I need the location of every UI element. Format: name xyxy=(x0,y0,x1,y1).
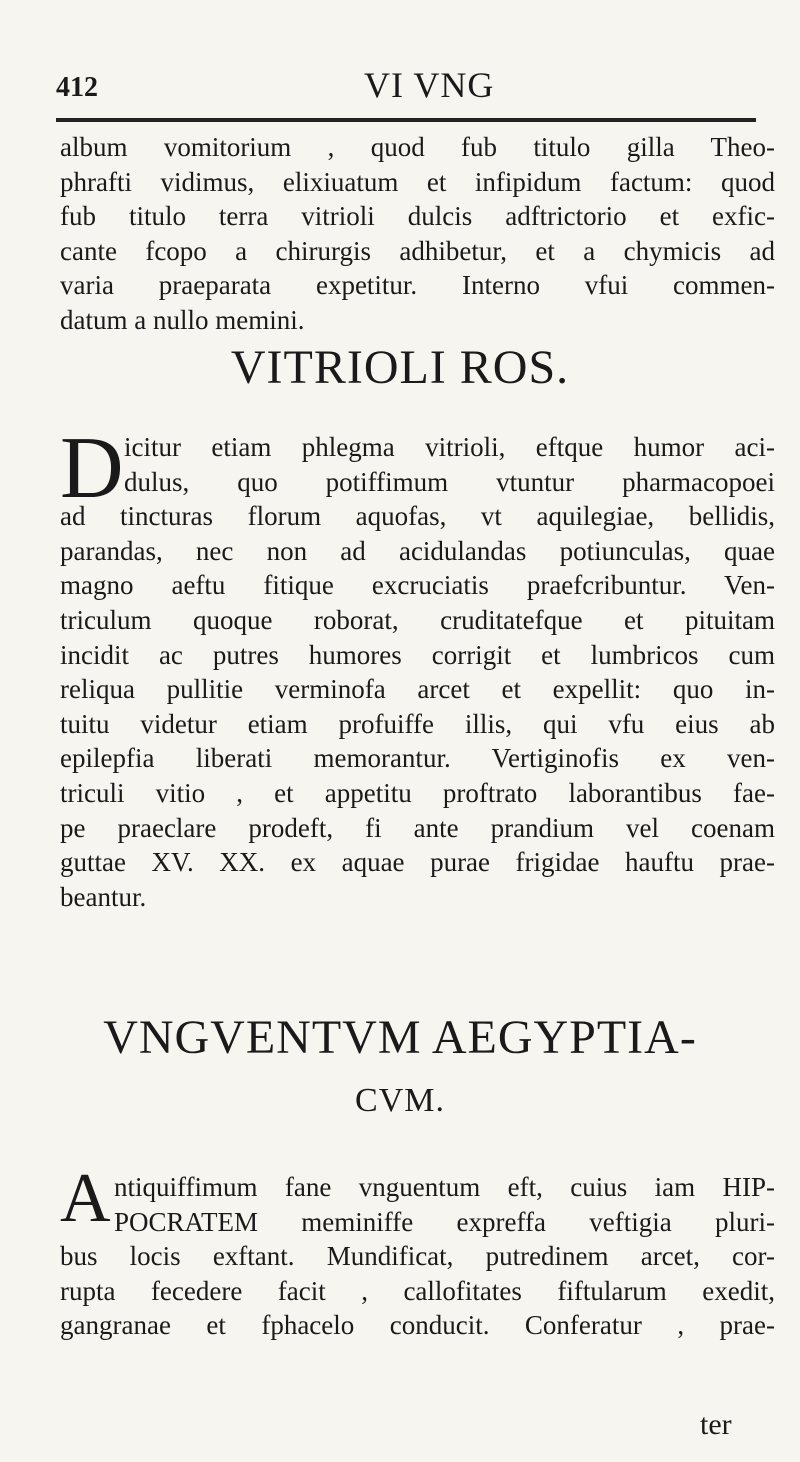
text-line: dulus, quo potiffimum vtuntur pharmacopoei xyxy=(124,466,775,497)
text-line: datum a nullo memini. xyxy=(60,304,305,335)
text-line: varia praeparata expetitur. Interno vfui commen- xyxy=(60,270,775,301)
drop-cap: A xyxy=(60,1160,111,1237)
page-number: 412 xyxy=(56,72,98,103)
text-line: gangranae et fphacelo conducit. Conferatur , prae- xyxy=(60,1310,775,1341)
text-line: phrafti vidimus, elixiuatum et infipidum factum: quod xyxy=(60,166,775,197)
text-line: icitur etiam phlegma vitrioli, eftque humor aci- xyxy=(124,432,775,462)
text-line: reliqua pullitie verminofa arcet et expellit: quo in- xyxy=(60,674,775,705)
section-heading-vnguentum: VNGVENTVM AEGYPTIA- xyxy=(103,1011,697,1064)
text-line: rupta fecedere facit , callofitates fiftularum exedit, xyxy=(60,1275,775,1306)
text-line: beantur. xyxy=(60,881,147,912)
header-rule xyxy=(56,118,756,122)
text-line: POCRATEM meminiffe expreffa veftigia pluri- xyxy=(114,1206,775,1237)
text-line: ntiquiffimum fane vnguentum eft, cuius iam HIP- xyxy=(114,1172,775,1202)
text-line: magno aeftu fitique excruciatis praefcribuntur. Ven- xyxy=(60,570,775,601)
catchword: ter xyxy=(700,1408,732,1441)
text-line: bus locis exftant. Mundificat, putredinem arcet, cor- xyxy=(60,1241,775,1272)
text-line: fub titulo terra vitrioli dulcis adftrictorio et exfic- xyxy=(60,201,775,232)
text-line: tuitu videtur etiam profuiffe illis, qui vfu eius ab xyxy=(60,708,775,739)
section-heading-vnguentum-cont: CVM. xyxy=(355,1082,445,1119)
text-line: triculum quoque roborat, cruditatefque et pituitam xyxy=(60,604,775,635)
text-line: ad tincturas florum aquofas, vt aquilegiae, bellidis, xyxy=(60,501,775,532)
running-title: VI VNG xyxy=(364,65,495,105)
text-line: guttae XV. XX. ex aquae purae frigidae hauftu prae- xyxy=(60,847,775,878)
section-heading-vitrioli-ros: VITRIOLI ROS. xyxy=(230,341,570,394)
text-line: cante fcopo a chirurgis adhibetur, et a chymicis ad xyxy=(60,235,775,266)
text-line: triculi vitio , et appetitu proftrato laborantibus fae- xyxy=(60,777,775,808)
text-line: parandas, nec non ad acidulandas potiunculas, quae xyxy=(60,535,775,566)
paragraph-vitrioli-ros xyxy=(60,430,775,914)
drop-cap: D xyxy=(60,420,124,517)
page-header xyxy=(56,62,756,112)
text-line: album vomitorium , quod fub titulo gilla Theo- xyxy=(60,132,775,162)
text-line: incidit ac putres humores corrigit et lumbricos cum xyxy=(60,639,775,670)
text-line: epilepfia liberati memorantur. Vertiginofis ex ven- xyxy=(60,743,775,774)
paragraph-vnguentum xyxy=(60,1170,775,1343)
intro-paragraph xyxy=(60,130,775,338)
text-line: pe praeclare prodeft, fi ante prandium vel coenam xyxy=(60,812,775,843)
